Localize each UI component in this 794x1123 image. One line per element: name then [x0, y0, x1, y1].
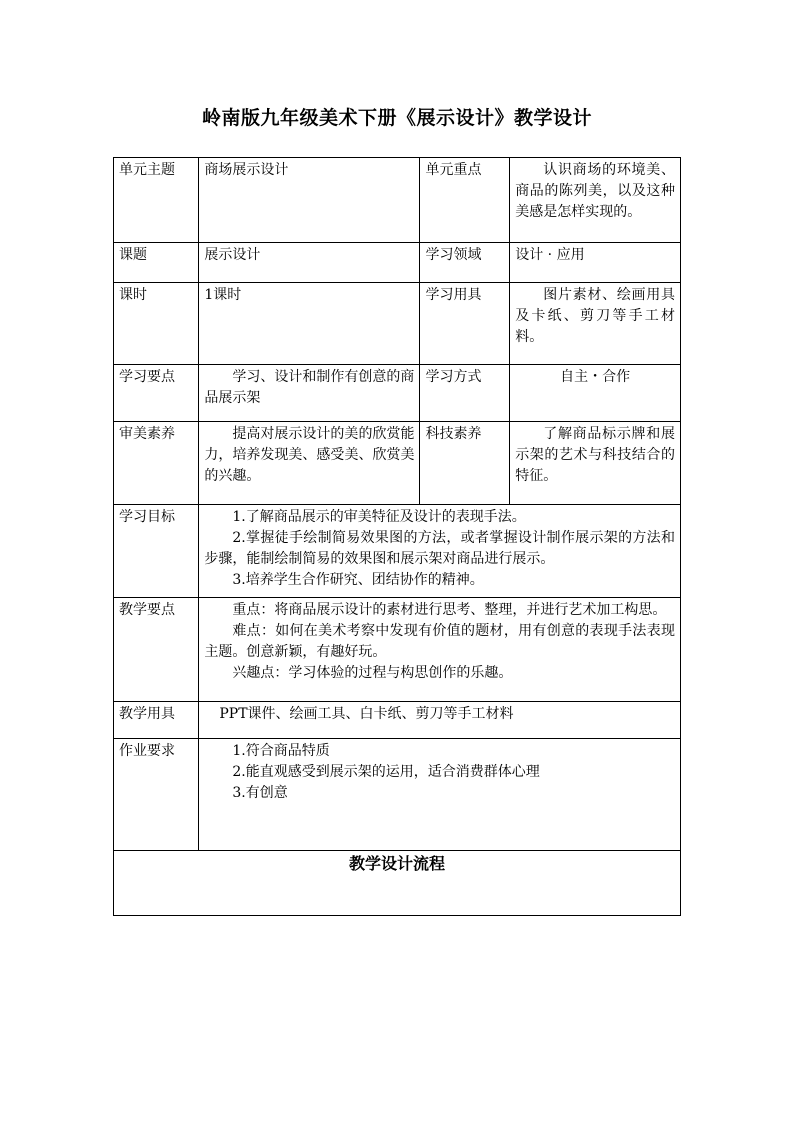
- hours-value: 1课时: [199, 283, 420, 365]
- teaching-point-item: 重点：将商品展示设计的素材进行思考、整理，并进行艺术加工构思。: [232, 602, 667, 618]
- table-row: [114, 598, 681, 702]
- supplies-label: 学习用具: [420, 283, 510, 365]
- table-row: [114, 365, 681, 422]
- tech-label: 科技素养: [420, 422, 510, 505]
- teaching-point-item: 难点：如何在美术考察中发现有价值的题材，用有创意的表现手法表现主题。创意新颖，有趣好玩。: [204, 623, 675, 660]
- method-value: 自主・合作: [510, 365, 681, 422]
- course-label: 课题: [114, 243, 199, 283]
- unit-theme-value: 商场展示设计: [199, 158, 420, 243]
- table-row: [114, 283, 681, 365]
- homework-item: 3.有创意: [232, 785, 288, 801]
- teaching-point-item: 兴趣点：学习体验的过程与构思创作的乐趣。: [232, 665, 513, 681]
- homework-item: 1.符合商品特质: [232, 743, 330, 759]
- flow-title: 教学设计流程: [348, 854, 445, 873]
- method-label: 学习方式: [420, 365, 510, 422]
- table-row: [114, 243, 681, 283]
- course-value: 展示设计: [199, 243, 420, 283]
- goals-label: 学习目标: [114, 505, 199, 598]
- goal-item: 2.掌握徒手绘制简易效果图的方法，或者掌握设计制作展示架的方法和步骤，能制绘制简易的效果图和展示架对商品进行展示。: [204, 530, 675, 567]
- teaching-tools-label: 教学用具: [114, 702, 199, 739]
- table-row: [114, 422, 681, 505]
- table-row: [114, 505, 681, 598]
- field-value: 设计 · 应用: [510, 243, 681, 283]
- unit-focus-label: 单元重点: [420, 158, 510, 243]
- teaching-tools-value: PPT课件、绘画工具、白卡纸、剪刀等手工材料: [199, 702, 681, 739]
- teaching-points-value: [199, 598, 681, 702]
- field-label: 学习领域: [420, 243, 510, 283]
- aesthetic-label: 审美素养: [114, 422, 199, 505]
- unit-theme-label: 单元主题: [114, 158, 199, 243]
- lesson-plan-table: [113, 157, 681, 916]
- aesthetic-value: 提高对展示设计的美的欣赏能力，培养发现美、感受美、欣赏美的兴趣。: [199, 422, 420, 505]
- table-row: [114, 702, 681, 739]
- table-row: [114, 739, 681, 851]
- hours-label: 课时: [114, 283, 199, 365]
- homework-value: [199, 739, 681, 851]
- table-row: [114, 851, 681, 916]
- flow-section: [114, 851, 681, 916]
- goal-item: 1.了解商品展示的审美特征及设计的表现手法。: [232, 509, 526, 525]
- homework-item: 2.能直观感受到展示架的运用，适合消费群体心理: [232, 764, 540, 780]
- tech-value: 了解商品标示牌和展示架的艺术与科技结合的特征。: [510, 422, 681, 505]
- goal-item: 3.培养学生合作研究、团结协作的精神。: [232, 572, 484, 588]
- table-row: [114, 158, 681, 243]
- unit-focus-value: 认识商场的环境美、商品的陈列美，以及这种美感是怎样实现的。: [510, 158, 681, 243]
- homework-label: 作业要求: [114, 739, 199, 851]
- document-title: 岭南版九年级美术下册《展示设计》教学设计: [201, 107, 592, 129]
- key-points-value: 学习、设计和制作有创意的商品展示架: [199, 365, 420, 422]
- supplies-value: 图片素材、绘画用具及卡纸、剪刀等手工材料。: [510, 283, 681, 365]
- key-points-label: 学习要点: [114, 365, 199, 422]
- goals-value: [199, 505, 681, 598]
- teaching-points-label: 教学要点: [114, 598, 199, 702]
